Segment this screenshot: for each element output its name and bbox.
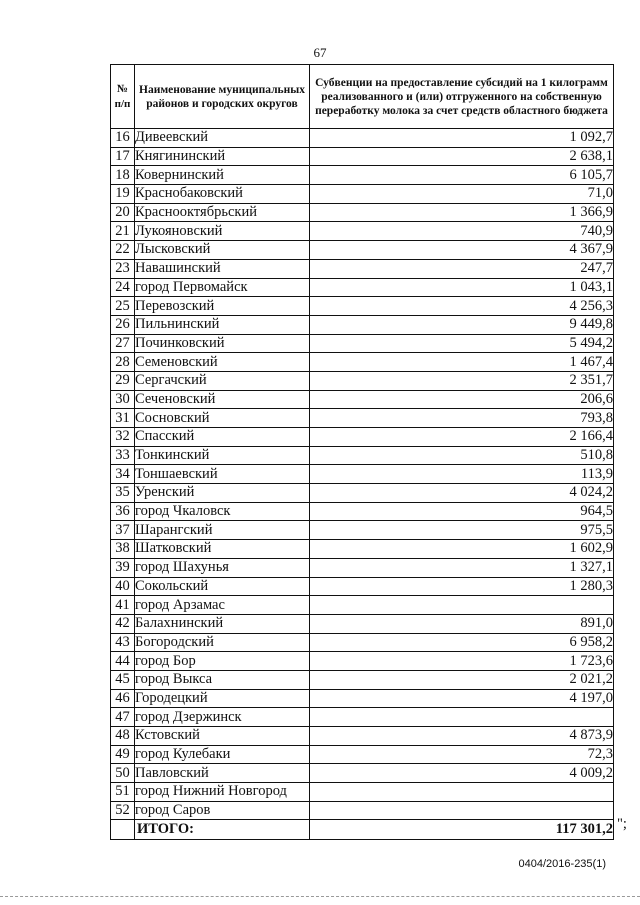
table-row [111,428,614,447]
table-row [111,409,614,428]
table-row [111,633,614,652]
table-row [111,465,614,484]
header-number: № п/п [111,65,135,129]
row-number: 50 [111,764,135,783]
subsidy-amount: 1 602,9 [310,540,614,559]
subsidy-amount [310,708,614,727]
subsidy-amount: 206,6 [310,390,614,409]
municipality-name: Сергачский [135,371,310,390]
municipality-name: Сосновский [135,409,310,428]
subsidy-amount: 793,8 [310,409,614,428]
total-label: ИТОГО: [135,820,310,840]
row-number: 21 [111,222,135,241]
row-number: 29 [111,371,135,390]
row-number: 42 [111,614,135,633]
row-number: 40 [111,577,135,596]
row-number: 47 [111,708,135,727]
table-row [111,783,614,802]
municipality-name: город Шахунья [135,558,310,577]
subsidy-amount: 1 467,4 [310,353,614,372]
municipality-name: Краснооктябрьский [135,203,310,222]
table-row [111,502,614,521]
row-number: 37 [111,521,135,540]
subsidy-amount: 1 723,6 [310,652,614,671]
row-number: 27 [111,334,135,353]
municipality-name: Шатковский [135,540,310,559]
total-amount: 117 301,2 [310,820,614,840]
table-row [111,185,614,204]
municipality-name: Уренский [135,484,310,503]
municipality-name: город Чкаловск [135,502,310,521]
subsidy-amount: 1 280,3 [310,577,614,596]
municipality-name: Сеченовский [135,390,310,409]
table-row [111,315,614,334]
table-row [111,484,614,503]
row-number: 52 [111,801,135,820]
municipality-name: город Первомайск [135,278,310,297]
subsidy-amount: 1 092,7 [310,129,614,148]
subsidy-amount: 9 449,8 [310,315,614,334]
table-row [111,390,614,409]
row-number: 45 [111,670,135,689]
municipality-name: город Арзамас [135,596,310,615]
table-row [111,297,614,316]
table-row [111,241,614,260]
row-number: 19 [111,185,135,204]
table-row [111,801,614,820]
row-number: 41 [111,596,135,615]
table-body [111,129,614,820]
subsidy-amount: 4 367,9 [310,241,614,260]
row-number: 48 [111,727,135,746]
municipality-name: Ковернинский [135,166,310,185]
row-number: 20 [111,203,135,222]
municipality-name: Перевозский [135,297,310,316]
subsidy-amount: 4 256,3 [310,297,614,316]
row-number: 24 [111,278,135,297]
row-number: 49 [111,745,135,764]
municipality-name: Пильнинский [135,315,310,334]
document-code: 0404/2016-235(1) [518,858,606,870]
row-number: 22 [111,241,135,260]
municipality-name: Семеновский [135,353,310,372]
subsidy-table [110,64,614,840]
table-row [111,166,614,185]
row-number: 17 [111,147,135,166]
subsidy-amount: 4 009,2 [310,764,614,783]
subsidy-amount: 6 958,2 [310,633,614,652]
row-number: 28 [111,353,135,372]
subsidy-amount: 4 024,2 [310,484,614,503]
municipality-name: Шарангский [135,521,310,540]
subsidy-amount: 740,9 [310,222,614,241]
table-row [111,596,614,615]
municipality-name: Навашинский [135,259,310,278]
row-number: 44 [111,652,135,671]
table-row [111,222,614,241]
subsidy-amount: 975,5 [310,521,614,540]
table-row [111,614,614,633]
table-row [111,129,614,148]
table-row [111,540,614,559]
row-number: 33 [111,446,135,465]
table-row [111,521,614,540]
header-subsidy-amount: Субвенции на предоставление субсидий на 1 килограмм реализованного и (или) отгруженного на собственную переработку молока за счет средств областного бюджета [310,65,614,129]
municipality-name: Тонкинский [135,446,310,465]
table-header-row [111,65,614,129]
table-row [111,147,614,166]
subsidy-amount [310,801,614,820]
municipality-name: Дивеевский [135,129,310,148]
table-row [111,577,614,596]
row-number: 43 [111,633,135,652]
row-number: 30 [111,390,135,409]
subsidy-amount [310,596,614,615]
municipality-name: город Бор [135,652,310,671]
subsidy-amount: 113,9 [310,465,614,484]
row-number: 16 [111,129,135,148]
row-number: 38 [111,540,135,559]
subsidy-amount: 4 197,0 [310,689,614,708]
subsidy-amount: 4 873,9 [310,727,614,746]
table-row [111,670,614,689]
table-row [111,745,614,764]
municipality-name: город Дзержинск [135,708,310,727]
row-number: 23 [111,259,135,278]
subsidy-amount: 247,7 [310,259,614,278]
total-row [111,820,614,840]
subsidy-amount: 2 351,7 [310,371,614,390]
subsidy-amount: 1 366,9 [310,203,614,222]
table-row [111,558,614,577]
subsidy-amount: 71,0 [310,185,614,204]
table-row [111,259,614,278]
subsidy-amount: 5 494,2 [310,334,614,353]
table-row [111,353,614,372]
closing-quote-mark: "; [617,816,627,832]
table-row [111,764,614,783]
municipality-name: Княгининский [135,147,310,166]
table-row [111,652,614,671]
subsidy-amount: 510,8 [310,446,614,465]
table-row [111,278,614,297]
row-number: 34 [111,465,135,484]
subsidy-amount: 2 166,4 [310,428,614,447]
municipality-name: город Выкса [135,670,310,689]
subsidy-amount: 1 043,1 [310,278,614,297]
table-row [111,446,614,465]
subsidy-amount: 2 021,2 [310,670,614,689]
row-number: 51 [111,783,135,802]
row-number: 35 [111,484,135,503]
municipality-name: Починковский [135,334,310,353]
total-number-cell [111,820,135,840]
row-number: 18 [111,166,135,185]
row-number: 46 [111,689,135,708]
row-number: 31 [111,409,135,428]
bottom-divider [0,896,640,897]
municipality-name: Балахнинский [135,614,310,633]
subsidy-amount: 6 105,7 [310,166,614,185]
table-row [111,203,614,222]
subsidy-amount [310,783,614,802]
table-row [111,708,614,727]
municipality-name: Городецкий [135,689,310,708]
municipality-name: Спасский [135,428,310,447]
subsidy-amount: 964,5 [310,502,614,521]
row-number: 32 [111,428,135,447]
subsidy-amount: 891,0 [310,614,614,633]
row-number: 25 [111,297,135,316]
row-number: 39 [111,558,135,577]
municipality-name: город Нижний Новгород [135,783,310,802]
municipality-name: Краснобаковский [135,185,310,204]
subsidy-amount: 72,3 [310,745,614,764]
municipality-name: Лукояновский [135,222,310,241]
row-number: 26 [111,315,135,334]
municipality-name: Сокольский [135,577,310,596]
municipality-name: Тоншаевский [135,465,310,484]
table-row [111,334,614,353]
row-number: 36 [111,502,135,521]
municipality-name: город Кулебаки [135,745,310,764]
municipality-name: Лысковский [135,241,310,260]
subsidy-amount: 1 327,1 [310,558,614,577]
table-row [111,371,614,390]
table-row [111,689,614,708]
page-number: 67 [313,45,327,60]
subsidy-amount: 2 638,1 [310,147,614,166]
municipality-name: Кстовский [135,727,310,746]
municipality-name: Богородский [135,633,310,652]
municipality-name: Павловский [135,764,310,783]
header-municipality: Наименование муниципальных районов и городских округов [135,65,310,129]
table-row [111,727,614,746]
municipality-name: город Саров [135,801,310,820]
